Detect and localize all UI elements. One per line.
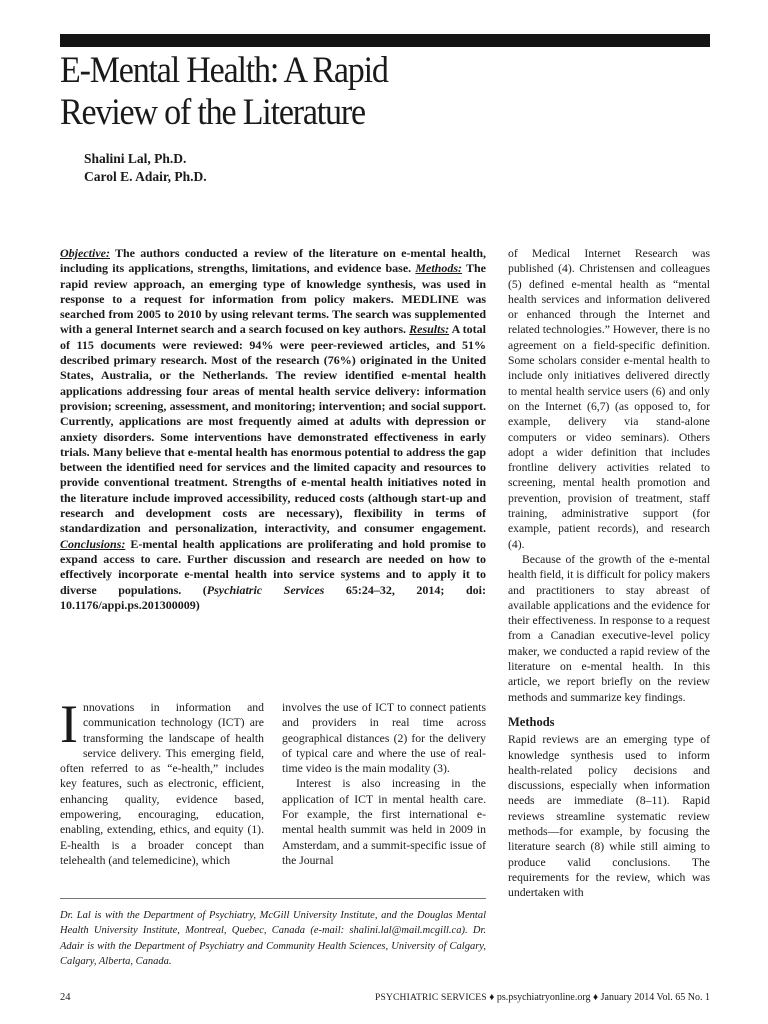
- objective-label: Objective:: [60, 246, 110, 260]
- diamond-separator-icon: ♦: [489, 992, 495, 1003]
- paragraph: Rapid reviews are an emerging type of knowledge synthesis used to inform health-related policy decisions and discussions, especially when information needs are immediate (8–11). Rapid reviews streamline systematic review methods—for example, by focusing the literature search (8) while still aiming to produce valid conclusions. The requirements for the review, which was undertaken with: [508, 733, 710, 900]
- paragraph-text: nnovations in information and communication technology (ICT) are transforming the landscape of health service delivery. This emerging field, often referred to as “e-health,” includes key features, such as electronic, efficient, enhancing quality, evidence based, empowering, encouraging, education, enabling, extending, ethics, and equity (1). E-health is a broader concept than telehealth (and telemedicine), which: [60, 701, 264, 867]
- conclusions-text: E-mental health applications are proliferating and hold promise to expand access to care. Further discussion and research are needed on how to effectively incorporate e-mental health into service systems and to apply it to diverse populations. (: [60, 536, 486, 597]
- issue-info: January 2014 Vol. 65 No. 1: [600, 992, 710, 1003]
- paragraph: of Medical Internet Research was published (4). Christensen and colleagues (5) defined e-mental health as “mental health services and information delivered or enhanced through the Internet and related technologies.” However, there is no agreement on a field-specific definition. Some scholars consider e-mental health to include only initiatives delivered directly to mental health service users (6) and only on the Internet (6,7) (as opposed to, for example, delivery via stand-alone computers or video seminars). Others adopt a wider definition that includes frontline delivery activities related to screening, mental health promotion and prevention, provision of treatment, staff training, administrative support (for example, patient records), and research (4).: [508, 247, 710, 551]
- drop-cap: I: [60, 694, 78, 754]
- top-rule: [60, 34, 710, 47]
- author-list: [84, 150, 207, 186]
- conclusions-label: Conclusions:: [60, 536, 126, 551]
- journal-url: ps.psychiatryonline.org: [496, 992, 591, 1003]
- footnote-divider: [60, 898, 486, 899]
- paragraph: involves the use of ICT to connect patients and providers in real time across geographical distances (2) for the delivery of typical care and where the use of real-time video is the main modality (3).: [282, 701, 486, 776]
- article-title: E-Mental Health: A Rapid Review of the Literature: [60, 50, 388, 133]
- methods-text: The rapid review approach, an emerging type of knowledge synthesis, was used in response to a request for information from policy makers. MEDLINE was searched from 2005 to 2010 by using relevant terms. The search was supplemented with a general Internet search and a search focused on key authors.: [60, 261, 486, 337]
- paragraph: Interest is also increasing in the application of ICT in mental health care. For example, the first international e-mental health summit was held in 2009 in Amsterdam, and a summit-specific issue of the Journal: [282, 777, 486, 867]
- abstract: [60, 246, 486, 613]
- journal-name: PSYCHIATRIC SERVICES: [374, 993, 487, 1003]
- body-column-1: [60, 694, 264, 868]
- citation-rest: 65:24–32, 2014; doi: 10.1176/appi.ps.201300009): [60, 582, 486, 612]
- page-number: 24: [60, 992, 71, 1003]
- body-column-3: [508, 246, 710, 900]
- paragraph: [60, 694, 264, 868]
- body-column-2: [282, 700, 486, 868]
- section-heading: Methods: [508, 714, 555, 729]
- author-1: Shalini Lal, Ph.D.: [84, 151, 187, 166]
- results-label: Results:: [409, 322, 450, 337]
- author-2: Carol E. Adair, Ph.D.: [84, 169, 207, 184]
- objective-text: The authors conducted a review of the literature on e-mental health, including its applications, strengths, limitations, and evidence base.: [60, 246, 486, 276]
- running-footer: [375, 992, 710, 1003]
- author-affiliation-footnote: Dr. Lal is with the Department of Psychiatry, McGill University Institute, and the Douglas Mental Health University Institute, Montreal, Quebec, Canada (e-mail: shalini.lal@mail.mcgill.ca). Dr. Adair is with the Department of Psychiatry and Community Health Sciences, University of Calgary, Calgary, Alberta, Canada.: [60, 910, 486, 967]
- citation-journal: Psychiatric Services: [206, 582, 325, 597]
- results-text: A total of 115 documents were reviewed: 94% were peer-reviewed articles, and 51% described primary research. Most of the research (76%) originated in the United States, Australia, or the Netherlands. The review identified e-mental health applications addressing four areas of mental health service delivery: information provision; screening, assessment, and monitoring; intervention; and social support. Currently, applications are most frequently aimed at adults with depression or anxiety disorders. Some interventions have demonstrated effectiveness in early trials. Many believe that e-mental health has enormous potential to address the gap between the identified need for services and the limited capacity and resources to provide conventional treatment. Strengths of e-mental health initiatives noted in the literature include improved accessibility, reduced costs (although start-up and research and development costs are necessary), flexibility in terms of standardization and personalization, interactivity, and consumer engagement.: [60, 322, 486, 536]
- methods-label: Methods:: [415, 261, 463, 276]
- diamond-separator-icon: ♦: [593, 992, 599, 1003]
- paragraph: Because of the growth of the e-mental health field, it is difficult for policy makers and practitioners to stay abreast of available applications and the evidence for their effectiveness. In response to a request from a Canadian executive-level policy maker, we conducted a rapid review of the literature on e-mental health. In this article, we report briefly on the review methods and summarize key findings.: [508, 552, 710, 704]
